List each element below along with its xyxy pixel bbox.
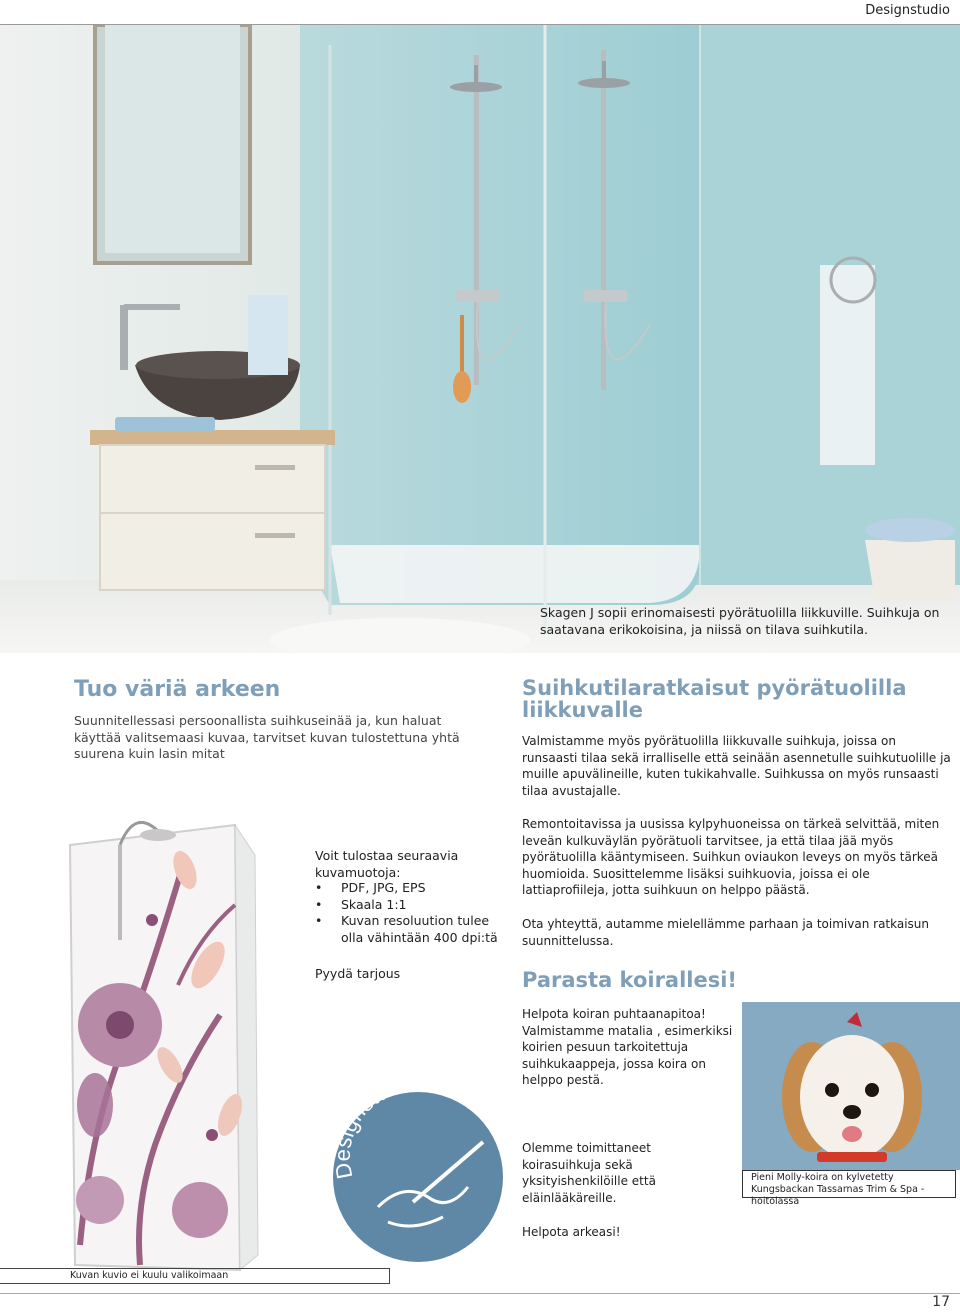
formats-list-item: • Skaala 1:1 (315, 897, 511, 914)
stamp-text: Designstudio (329, 1082, 420, 1181)
header-label: Designstudio (865, 3, 950, 18)
formats-intro: Voit tulostaa seuraavia kuvamuotoja: (315, 848, 459, 880)
designstudio-stamp-logo (318, 1082, 518, 1272)
section-title-suihkutilaratkaisut: Suihkutilaratkaisut pyörätuolilla liikkuvalle (522, 676, 907, 722)
request-quote-text: Pyydä tarjous (315, 966, 401, 981)
paragraph: Valmistamme myös pyörätuolilla liikkuvalle suihkuja, joissa on runsaasti tilaa sekä irralliselle että seinään asennetulle suihkutuolille ja muille apuvälineille, kuten tukikahvalle. Suihkussa on myös runsaasti tilaa avustajalle. (522, 734, 951, 798)
shower-panel-illustration (60, 815, 320, 1275)
section-title-tuo-varia: Tuo väriä arkeen (74, 677, 281, 702)
dog-photo (742, 1002, 960, 1170)
section-body-tuo-varia: Suunnitellessasi persoonallista suihkuseinää ja, kun haluat käyttää valitsemaasi kuvaa, tarvitset kuvan tulostettuna yhtä suurena kuin lasin mitat (74, 713, 460, 761)
paragraph: Helpota koiran puhtaanapitoa! Valmistamme matalia , esimerkiksi koirien pesuun tarkoitettuja suihkukaappeja, jossa koira on helppo pestä. (522, 1007, 733, 1087)
paragraph: Helpota arkeasi! (522, 1225, 621, 1239)
footer-rule (0, 1293, 960, 1294)
header-bar (0, 0, 960, 25)
section-title-parasta-koirallesi: Parasta koirallesi! (522, 968, 738, 992)
paragraph: Ota yhteyttä, autamme mielellämme parhaan ja toimivan ratkaisun suunnittelussa. (522, 917, 930, 948)
formats-list-item: • Kuvan resoluution tulee olla vähintään 400 dpi:tä (315, 913, 511, 946)
hero-photo (0, 25, 960, 653)
dog-photo-caption: Pieni Molly-koira on kylvetetty Kungsbackan Tassarnas Trim & Spa -hoitolassa (742, 1170, 956, 1198)
formats-list-item: • PDF, JPG, EPS (315, 880, 511, 897)
paragraph: Remontoitavissa ja uusissa kylpyhuoneissa on tärkeä selvittää, miten leveän kulkuväylän pyörätuoli tarvitsee, ja että tilaa jää myös pyörätuolilla kääntymiseen. Suihkun oviaukon leveys on myös tärkeä huomioida. Suosittelemme lisäksi suihkuovia, joissa ei ole lattiaprofiileja, jotta suihkuun on helppo päästä. (522, 817, 940, 897)
hero-caption: Skagen J sopii erinomaisesti pyörätuolilla liikkuville. Suihkuja on saatavana erikokoisina, ja niissä on tilava suihkutila. (540, 605, 940, 637)
paragraph: Olemme toimittaneet koirasuihkuja sekä yksityishenkilöille että eläinlääkäreille. (522, 1141, 656, 1205)
formats-list (315, 880, 511, 946)
footnote: Kuvan kuvio ei kuulu valikoimaan (70, 1270, 229, 1281)
page-number: 17 (932, 1294, 950, 1310)
